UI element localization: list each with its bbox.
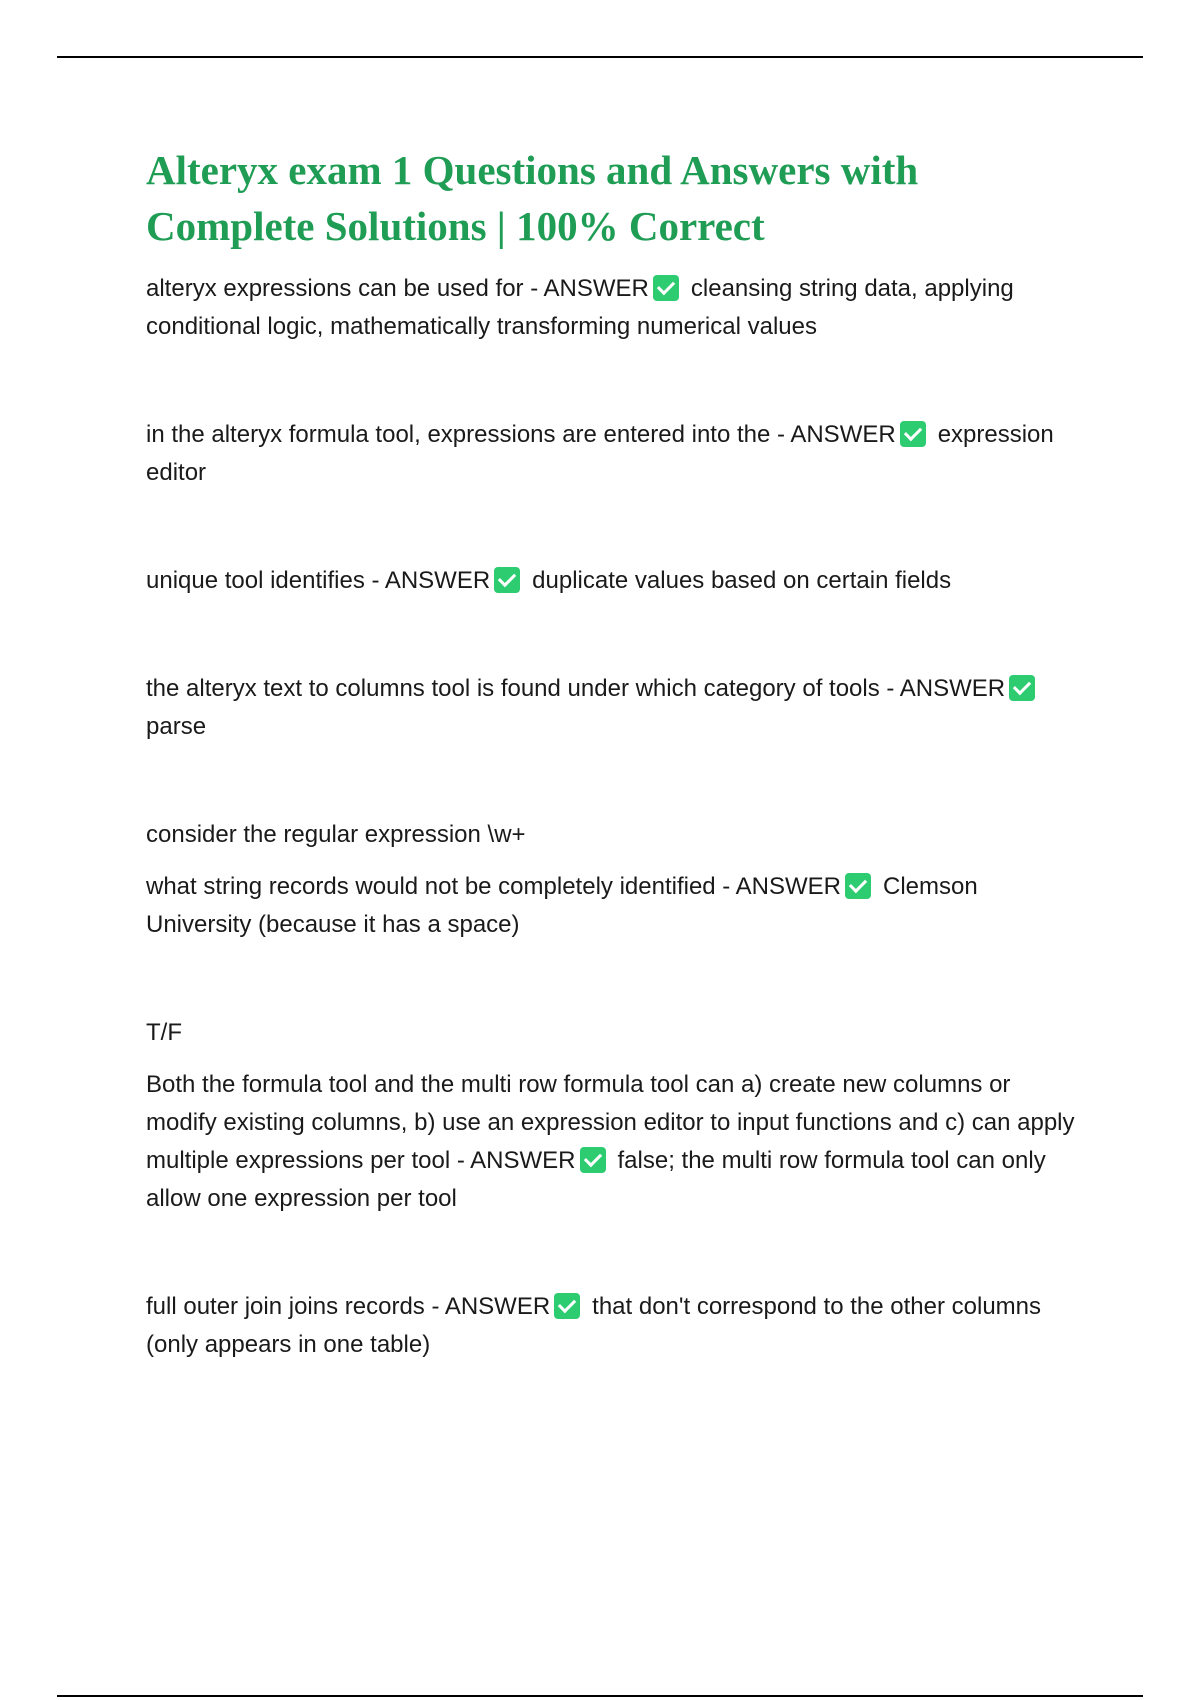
answer-text: that don't correspond to the other columns (only appears in one table) (146, 1293, 1042, 1358)
check-mark-icon (554, 1293, 580, 1319)
answer-label: ANSWER (790, 421, 896, 448)
answer-label: ANSWER (735, 873, 841, 900)
question-text: full outer join joins records - (146, 1293, 445, 1320)
qa-entry (146, 1066, 1086, 1218)
qa-entry (146, 670, 1086, 746)
qa-prompt: consider the regular expression \w+ (146, 821, 526, 848)
question-text: Both the formula tool and the multi row formula tool can a) create new columns or modify existing columns, b) use an expression editor to input functions and c) can apply multiple expressions per tool - (146, 1071, 1075, 1174)
qa-entry (146, 562, 1086, 600)
document-body (146, 142, 1086, 1364)
question-text: alteryx expressions can be used for - (146, 275, 544, 302)
bottom-rule (57, 1695, 1143, 1697)
qa-entry (146, 868, 1086, 944)
answer-text: Clemson University (because it has a space) (146, 873, 978, 938)
document-title: Alteryx exam 1 Questions and Answers with Complete Solutions | 100% Correct (146, 147, 919, 249)
check-mark-icon (1009, 675, 1035, 701)
qa-entry (146, 270, 1086, 346)
question-text: in the alteryx formula tool, expressions are entered into the - (146, 421, 791, 448)
qa-entry (146, 416, 1086, 492)
qa-prompt: T/F (146, 1019, 182, 1046)
check-mark-icon (653, 275, 679, 301)
check-mark-icon (580, 1147, 606, 1173)
answer-text: duplicate values based on certain fields (532, 567, 952, 594)
answer-label: ANSWER (470, 1147, 576, 1174)
check-mark-icon (845, 873, 871, 899)
answer-label: ANSWER (384, 567, 491, 594)
answer-label: ANSWER (899, 675, 1006, 702)
answer-label: ANSWER (444, 1293, 551, 1320)
check-mark-icon (900, 421, 926, 447)
top-rule (57, 56, 1143, 58)
answer-text: expression editor (146, 421, 1054, 486)
answer-label: ANSWER (543, 275, 649, 302)
answer-text: parse (146, 713, 207, 740)
question-text: the alteryx text to columns tool is found under which category of tools - (146, 675, 900, 702)
answer-text: cleansing string data, applying conditional logic, mathematically transforming numerical values (146, 275, 1014, 340)
question-text: what string records would not be completely identified - (146, 873, 736, 900)
qa-entry (146, 1288, 1086, 1364)
check-mark-icon (494, 567, 520, 593)
answer-text: false; the multi row formula tool can only allow one expression per tool (146, 1147, 1046, 1212)
question-text: unique tool identifies - (146, 567, 385, 594)
